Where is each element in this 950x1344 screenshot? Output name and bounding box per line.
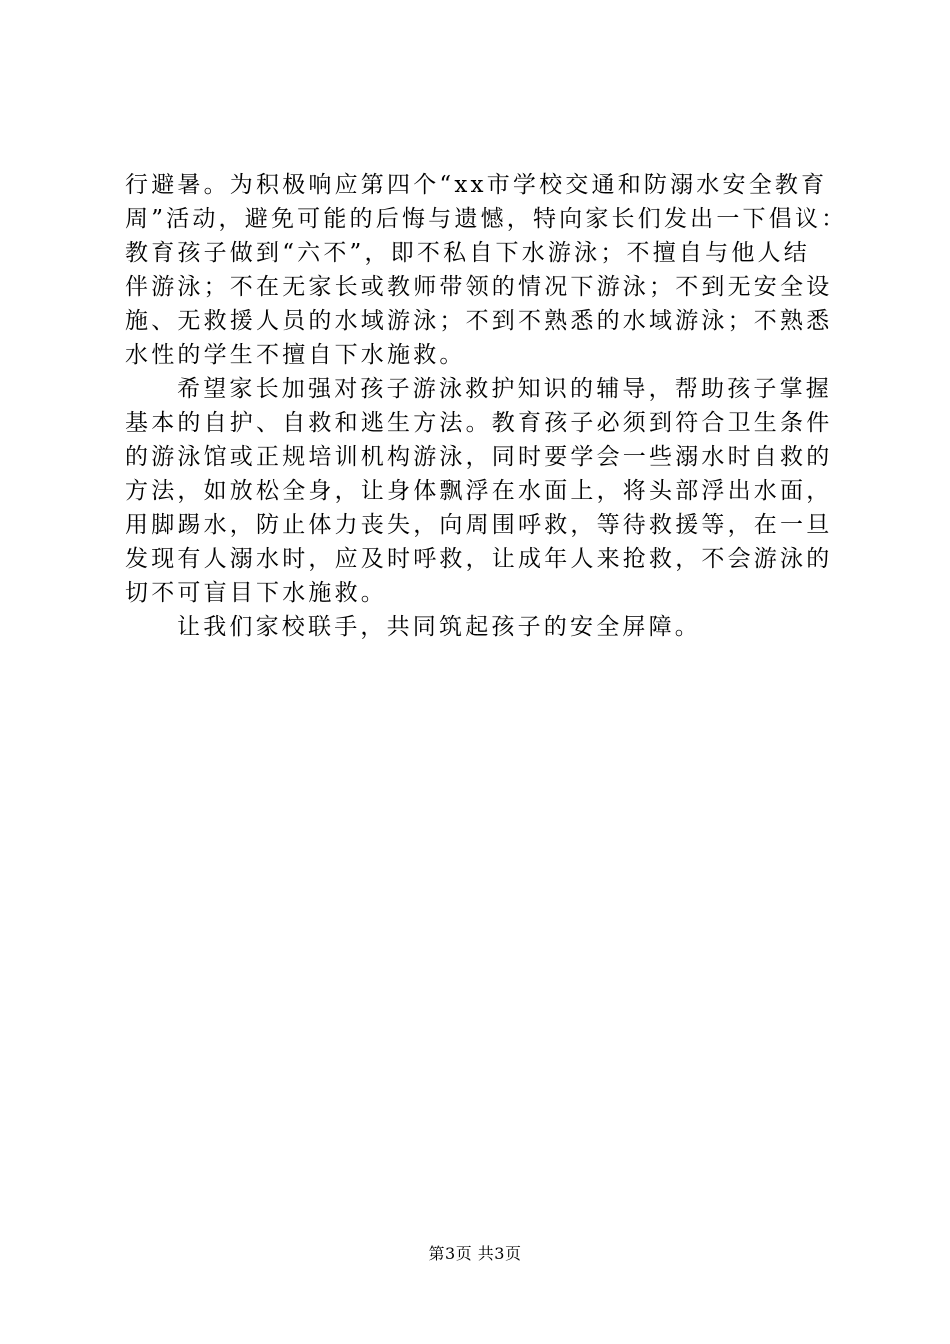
paragraph-start-line: 让我们家校联手，共同筑起孩子的安全屏障。 (177, 614, 701, 640)
text-line: 伴游泳；不在无家长或教师带领的情况下游泳；不到无安全设 (125, 274, 833, 300)
text-line: 方法，如放松全身，让身体飘浮在水面上，将头部浮出水面， (125, 478, 833, 504)
text-line: 的游泳馆或正规培训机构游泳，同时要学会一些溺水时自救的 (125, 444, 833, 470)
text-line: 切不可盲目下水施救。 (125, 580, 387, 606)
page-number-total: 共3页 (477, 1244, 522, 1263)
paragraph-start-line: 希望家长加强对孩子游泳救护知识的辅导，帮助孩子掌握 (177, 376, 832, 402)
text-line: 水性的学生不擅自下水施救。 (125, 342, 466, 368)
text-line: 基本的自护、自救和逃生方法。教育孩子必须到符合卫生条件 (125, 410, 833, 436)
text-line: 教育孩子做到“六不”，即不私自下水游泳；不擅自与他人结 (125, 240, 810, 266)
text-line: 发现有人溺水时，应及时呼救，让成年人来抢救，不会游泳的 (125, 546, 833, 572)
page-footer (0, 1243, 950, 1265)
body-text (125, 168, 848, 644)
text-line: 行避暑。为积极响应第四个“xx市学校交通和防溺水安全教育 (125, 172, 828, 198)
text-line: 施、无救援人员的水域游泳；不到不熟悉的水域游泳；不熟悉 (125, 308, 833, 334)
text-line: 用脚踢水，防止体力丧失，向周围呼救，等待救援等，在一旦 (125, 512, 833, 538)
page-number-current: 第3页 (428, 1244, 473, 1263)
text-line: 周”活动，避免可能的后悔与遗憾，特向家长们发出一下倡议： (125, 206, 848, 232)
